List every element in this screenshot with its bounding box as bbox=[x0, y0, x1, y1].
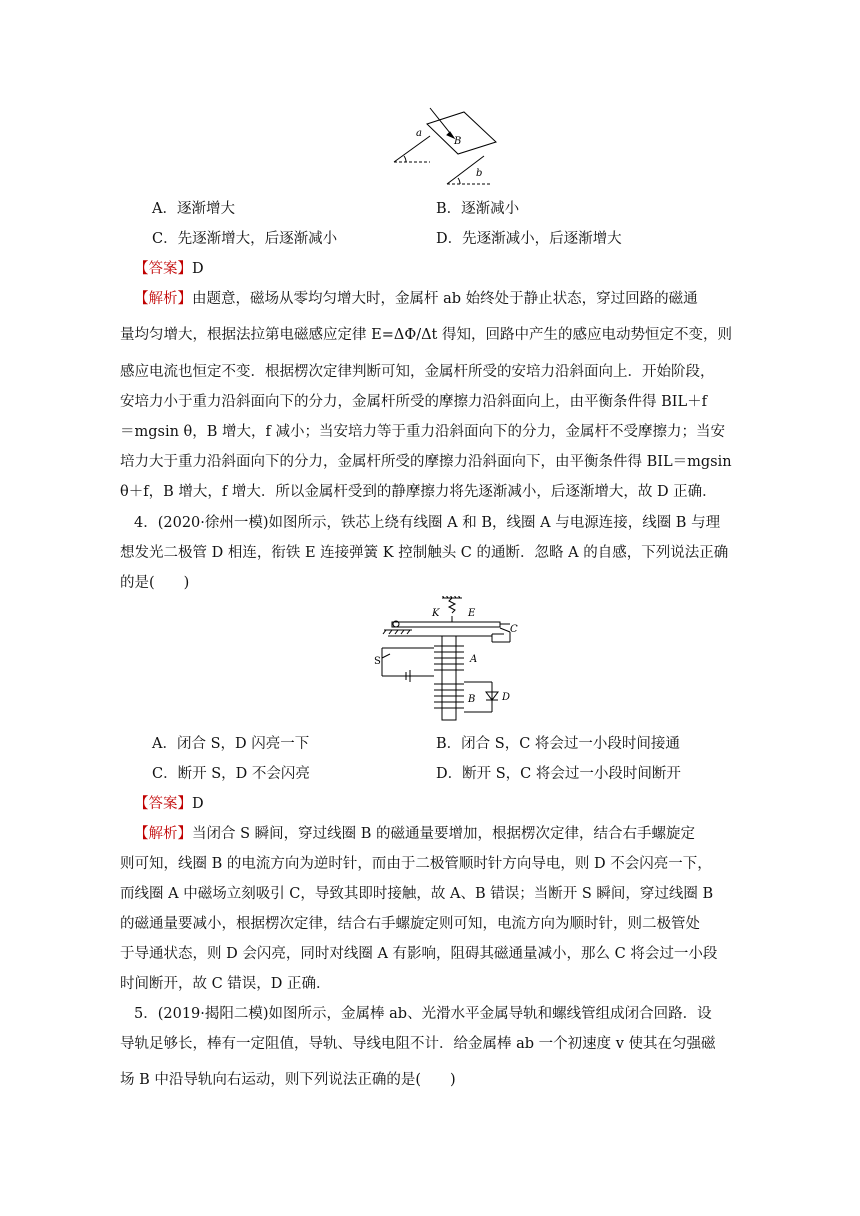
q3-analysis-line-6: θ＋f，B 增大，f 增大．所以金属杆受到的静摩擦力将先逐渐减小，后逐渐增大，故 D 正确． bbox=[120, 484, 717, 500]
analysis-text: 由题意，磁场从零均匀增大时，金属杆 ab 始终处于静止状态，穿过回路的磁通 bbox=[192, 291, 698, 307]
q3-analysis-line-4: ＝mgsin θ，B 增大，f 减小；当安培力等于重力沿斜面向下的分力，金属杆不受摩擦力；当安 bbox=[120, 424, 726, 440]
figure-label-B: B bbox=[454, 136, 462, 147]
q4-option-d: D．断开 S，C 将会过一小段时间断开 bbox=[436, 766, 681, 782]
q5-stem-line-1: 导轨足够长，棒有一定阻值，导轨、导线电阻不计．给金属棒 ab 一个初速度 v 使其在匀强磁 bbox=[120, 1036, 716, 1052]
q4-stem-line-2: 的是( ) bbox=[120, 575, 190, 591]
q4-option-a: A．闭合 S，D 闪亮一下 bbox=[152, 736, 310, 752]
figure-label-C: C bbox=[510, 624, 518, 635]
q3-option-a: A．逐渐增大 bbox=[152, 201, 235, 217]
q4-analysis-line-1: 则可知，线圈 B 的电流方向为逆时针，而由于二极管顺时针方向导电，则 D 不会闪亮一下， bbox=[120, 856, 712, 872]
q3-analysis-line-2: 感应电流也恒定不变．根据楞次定律判断可知，金属杆所受的安培力沿斜面向上．开始阶段， bbox=[120, 364, 715, 380]
q4-analysis-line-2: 而线圈 A 中磁场立刻吸引 C，导致其即时接触，故 A、B 错误；当断开 S 瞬间，穿过线圈 B bbox=[120, 886, 714, 902]
relay-circuit-figure bbox=[372, 596, 520, 726]
analysis-tag: 【解析】 bbox=[134, 291, 192, 307]
q4-stem-line-1: 想发光二极管 D 相连，衔铁 E 连接弹簧 K 控制触头 C 的通断．忽略 A 的自感，下列说法正确 bbox=[120, 545, 729, 561]
q3-answer bbox=[134, 259, 204, 279]
figure-label-K: K bbox=[432, 608, 440, 619]
q4-analysis-line-5: 时间断开，故 C 错误，D 正确． bbox=[120, 976, 331, 992]
q4-analysis-line-4: 于导通状态，则 D 会闪亮，同时对线圈 A 有影响，阻碍其磁通量减小，那么 C 将会过一小段 bbox=[120, 946, 718, 962]
q4-analysis-line-3: 的磁通量要减小，根据楞次定律，结合右手螺旋定则可知，电流方向为顺时针，则二极管处 bbox=[120, 916, 700, 932]
q3-option-b: B．逐渐减小 bbox=[436, 201, 520, 217]
answer-value: D bbox=[192, 796, 204, 812]
figure-label-S: S bbox=[374, 656, 381, 667]
q3-analysis-line-3: 安培力小于重力沿斜面向下的分力，金属杆所受的摩擦力沿斜面向上，由平衡条件得 BIL＋f bbox=[120, 394, 707, 410]
q4-option-c: C．断开 S，D 不会闪亮 bbox=[152, 766, 310, 782]
q3-analysis-line-0 bbox=[134, 289, 698, 309]
q5-stem-line-0: 5．(2019·揭阳二模)如图所示，金属棒 ab、光滑水平金属导轨和螺线管组成闭合回路．设 bbox=[134, 1006, 712, 1022]
q4-stem-line-0: 4．(2020·徐州一模)如图所示，铁芯上绕有线圈 A 和 B，线圈 A 与电源连接，线圈 B 与理 bbox=[134, 515, 721, 531]
q4-option-b: B．闭合 S，C 将会过一小段时间接通 bbox=[436, 736, 680, 752]
analysis-tag: 【解析】 bbox=[134, 826, 192, 842]
figure-label-A: A bbox=[470, 654, 478, 665]
q4-analysis-line-0 bbox=[134, 824, 695, 844]
q3-option-d: D．先逐渐减小，后逐渐增大 bbox=[436, 231, 622, 247]
figure-label-B: B bbox=[468, 694, 476, 705]
answer-tag: 【答案】 bbox=[134, 796, 192, 812]
q5-stem-line-2: 场 B 中沿导轨向右运动，则下列说法正确的是( ) bbox=[120, 1072, 456, 1088]
answer-value: D bbox=[192, 261, 204, 277]
figure-label-D: D bbox=[502, 692, 511, 703]
q3-analysis-line-1: 量均匀增大，根据法拉第电磁感应定律 E=ΔΦ/Δt 得知，回路中产生的感应电动势恒定不变，则 bbox=[120, 327, 732, 343]
incline-figure bbox=[392, 104, 502, 188]
q3-analysis-line-5: 培力大于重力沿斜面向下的分力，金属杆所受的摩擦力沿斜面向下，由平衡条件得 BIL＝mgsin bbox=[120, 454, 732, 470]
answer-tag: 【答案】 bbox=[134, 261, 192, 277]
figure-label-E: E bbox=[468, 608, 476, 619]
figure-label-b: b bbox=[476, 168, 483, 179]
analysis-text: 当闭合 S 瞬间，穿过线圈 B 的磁通量要增加，根据楞次定律，结合右手螺旋定 bbox=[192, 826, 696, 842]
figure-label-a: a bbox=[416, 128, 422, 139]
q3-option-c: C．先逐渐增大，后逐渐减小 bbox=[152, 231, 338, 247]
q4-answer bbox=[134, 794, 204, 814]
